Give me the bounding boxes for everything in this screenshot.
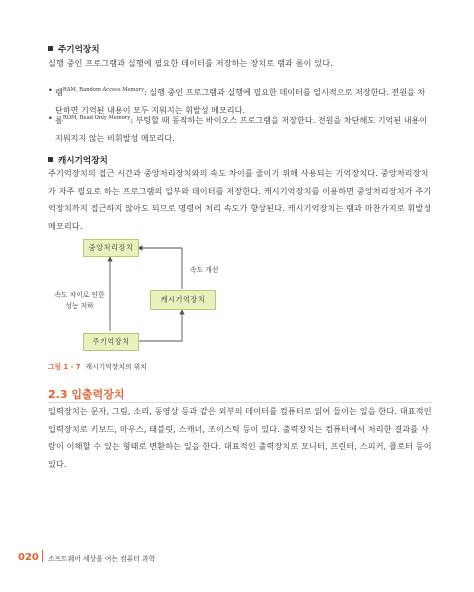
main-memory-box: 주기억장치 — [83, 333, 139, 351]
bullet-dot-icon: • — [48, 85, 53, 95]
figure-caption-text: 캐시기억장치의 위치 — [85, 363, 147, 371]
performance-drop-label: 속도 차이로 인한 성능 저하 — [54, 291, 105, 310]
cache-memory-body: 주기억장치의 접근 시간과 중앙처리장치와의 속도 차이를 줄이기 위해 사용되는 기억장치다. 중앙처리장치가 자주 필요로 하는 프로그램의 일부와 데이터를 저장한다. 캐시기억장치를 이용하면 중앙처리장치가 주기억장치까지 접근하지 않아도 되므로 명령어 처리 속도가 향상된다. 캐시기억장치는 램과 마찬가지로 휘발성 메모리다. — [48, 168, 432, 231]
ram-text: : 실행 중인 프로그램과 실행에 필요한 데이터를 일시적으로 저장한다. 전원을 차단하면 기억된 내용이 모두 지워지는 휘발성 메모리다. — [55, 87, 426, 115]
io-body: 입력장치는 문자, 그림, 소리, 동영상 등과 같은 외부의 데이터를 컴퓨터로 읽어 들이는 일을 한다. 대표적인 입력장치로 키보드, 마우스, 태블릿, 스캐너, 조이스틱 등이 있다. 출력장치는 컴퓨터에서 처리한 결과를 사람이 이해할 수 있는 형태로 변환하는 일을 한다. 대표적인 출력장치로 모니터, 프린터, 스피커, 플로터 등이 있다. — [48, 406, 432, 469]
cache-box: 캐시기억장치 — [150, 290, 216, 310]
footer-divider — [42, 550, 43, 562]
rom-term: 롬 — [55, 115, 63, 125]
square-bullet-icon — [48, 46, 53, 51]
main-memory-intro: 실행 중인 프로그램과 실행에 필요한 데이터를 저장하는 장치로 램과 롬이 있다. — [48, 58, 333, 68]
page-number: 020 — [18, 552, 39, 563]
bullet-dot-icon: • — [48, 113, 53, 123]
section-title: 2.3 입출력장치 — [48, 388, 125, 401]
rom-term-en: ROM, Read Only Memory — [62, 115, 131, 121]
arrow-main-to-cache — [137, 310, 182, 341]
speed-improve-label: 속도 개선 — [190, 266, 219, 274]
figure-caption — [48, 361, 147, 371]
cache-memory-heading: 캐시기억장치 — [48, 154, 108, 166]
ram-term-en: RAM, Random Access Memory — [62, 87, 144, 93]
main-memory-heading: 주기억장치 — [48, 43, 100, 55]
rom-bullet — [48, 110, 432, 147]
square-bullet-icon — [48, 157, 53, 162]
rom-text: : 부팅할 때 동작하는 바이오스 프로그램을 저장한다. 전원을 차단해도 기억된 내용이 지워지지 않는 비휘발성 메모리다. — [55, 115, 428, 143]
book-title: 소프트웨어 세상을 여는 컴퓨터 과학 — [48, 555, 156, 563]
ram-term: 램 — [55, 87, 63, 97]
cpu-box: 중앙처리장치 — [83, 239, 139, 257]
figure-number: 그림 1 - 7 — [48, 363, 81, 371]
arrow-cache-to-cpu — [138, 248, 182, 289]
